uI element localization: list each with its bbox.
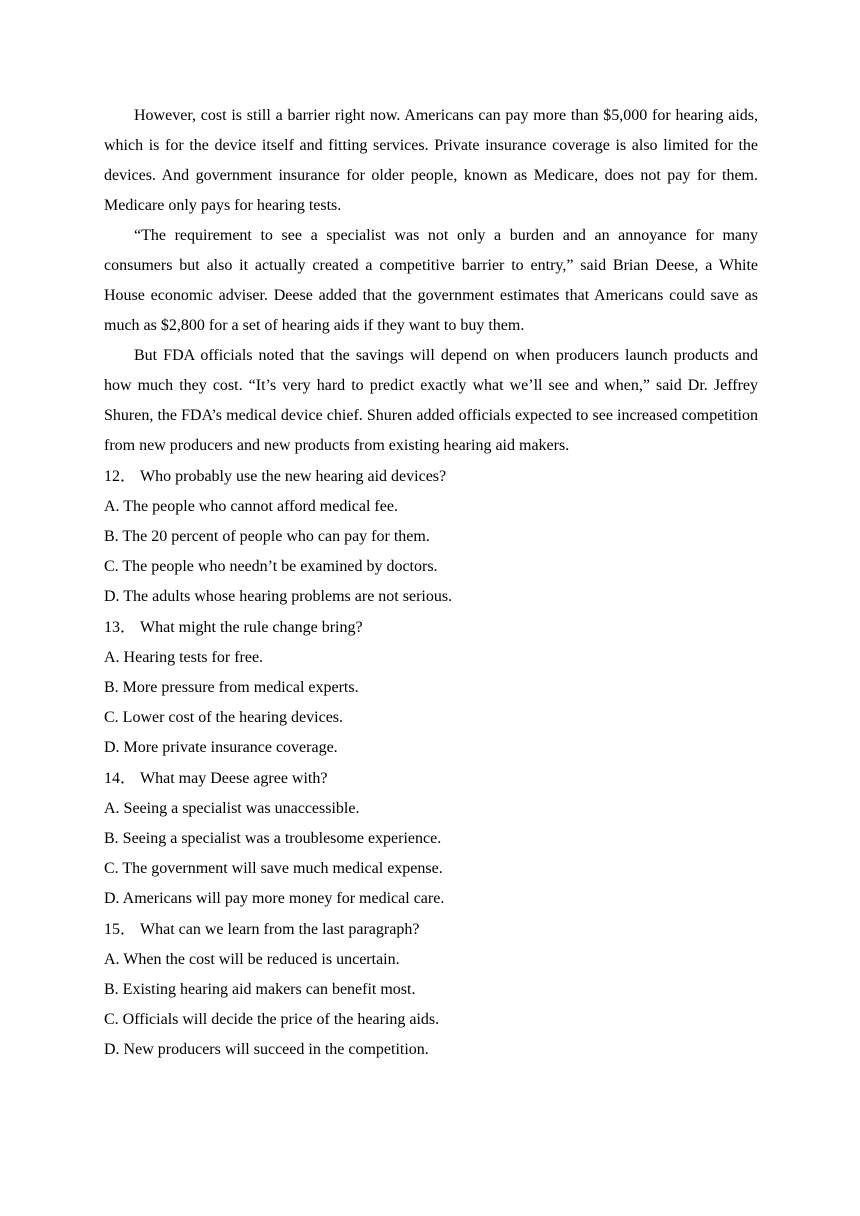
passage-paragraph-2: “The requirement to see a specialist was not only a burden and an annoyance for many consumers but also it actually created a competitive barrier to entry,” said Brian Deese, a White House economic adviser. Deese added that the government estimates that Americans could save as much as $2,800 for a set of hearing aids if they want to buy them. [104,227,758,334]
option-d: D. Americans will pay more money for medical care. [104,890,445,907]
option-d: D. The adults whose hearing problems are not serious. [104,588,453,605]
option-a: A. When the cost will be reduced is uncertain. [104,951,400,968]
option-a: A. The people who cannot afford medical fee. [104,498,398,515]
question-15 [104,914,758,1065]
question-stem [104,461,758,492]
passage-paragraph-1: However, cost is still a barrier right now. Americans can pay more than $5,000 for hearing aids, which is for the device itself and fitting services. Private insurance coverage is also limited for the devices. And government insurance for older people, known as Medicare, does not pay for them. Medicare only pays for hearing tests. [104,107,758,214]
question-text: Who probably use the new hearing aid devices? [140,468,447,485]
option-a: A. Seeing a specialist was unaccessible. [104,800,360,817]
question-number: 12． [104,468,137,485]
question-text: What can we learn from the last paragraph? [140,921,420,938]
question-stem [104,763,758,794]
question-stem [104,612,758,643]
question-number: 13． [104,619,137,636]
question-12 [104,461,758,612]
question-13 [104,612,758,763]
question-text: What may Deese agree with? [140,770,328,787]
question-number: 14． [104,770,137,787]
option-d: D. New producers will succeed in the competition. [104,1041,429,1058]
option-c: C. The people who needn’t be examined by doctors. [104,558,438,575]
option-c: C. The government will save much medical expense. [104,860,443,877]
option-b: B. More pressure from medical experts. [104,679,359,696]
option-b: B. Seeing a specialist was a troublesome experience. [104,830,442,847]
question-text: What might the rule change bring? [140,619,363,636]
option-c: C. Lower cost of the hearing devices. [104,709,344,726]
option-b: B. Existing hearing aid makers can benefit most. [104,981,416,998]
question-14 [104,763,758,914]
option-d: D. More private insurance coverage. [104,739,338,756]
question-stem [104,914,758,945]
option-a: A. Hearing tests for free. [104,649,264,666]
option-c: C. Officials will decide the price of the hearing aids. [104,1011,440,1028]
passage-paragraph-3: But FDA officials noted that the savings will depend on when producers launch products and how much they cost. “It’s very hard to predict exactly what we’ll see and when,” said Dr. Jeffrey Shuren, the FDA’s medical device chief. Shuren added officials expected to see increased competition from new producers and new products from existing hearing aid makers. [104,347,758,454]
question-number: 15． [104,921,137,938]
option-b: B. The 20 percent of people who can pay for them. [104,528,430,545]
document-page [104,101,758,1065]
